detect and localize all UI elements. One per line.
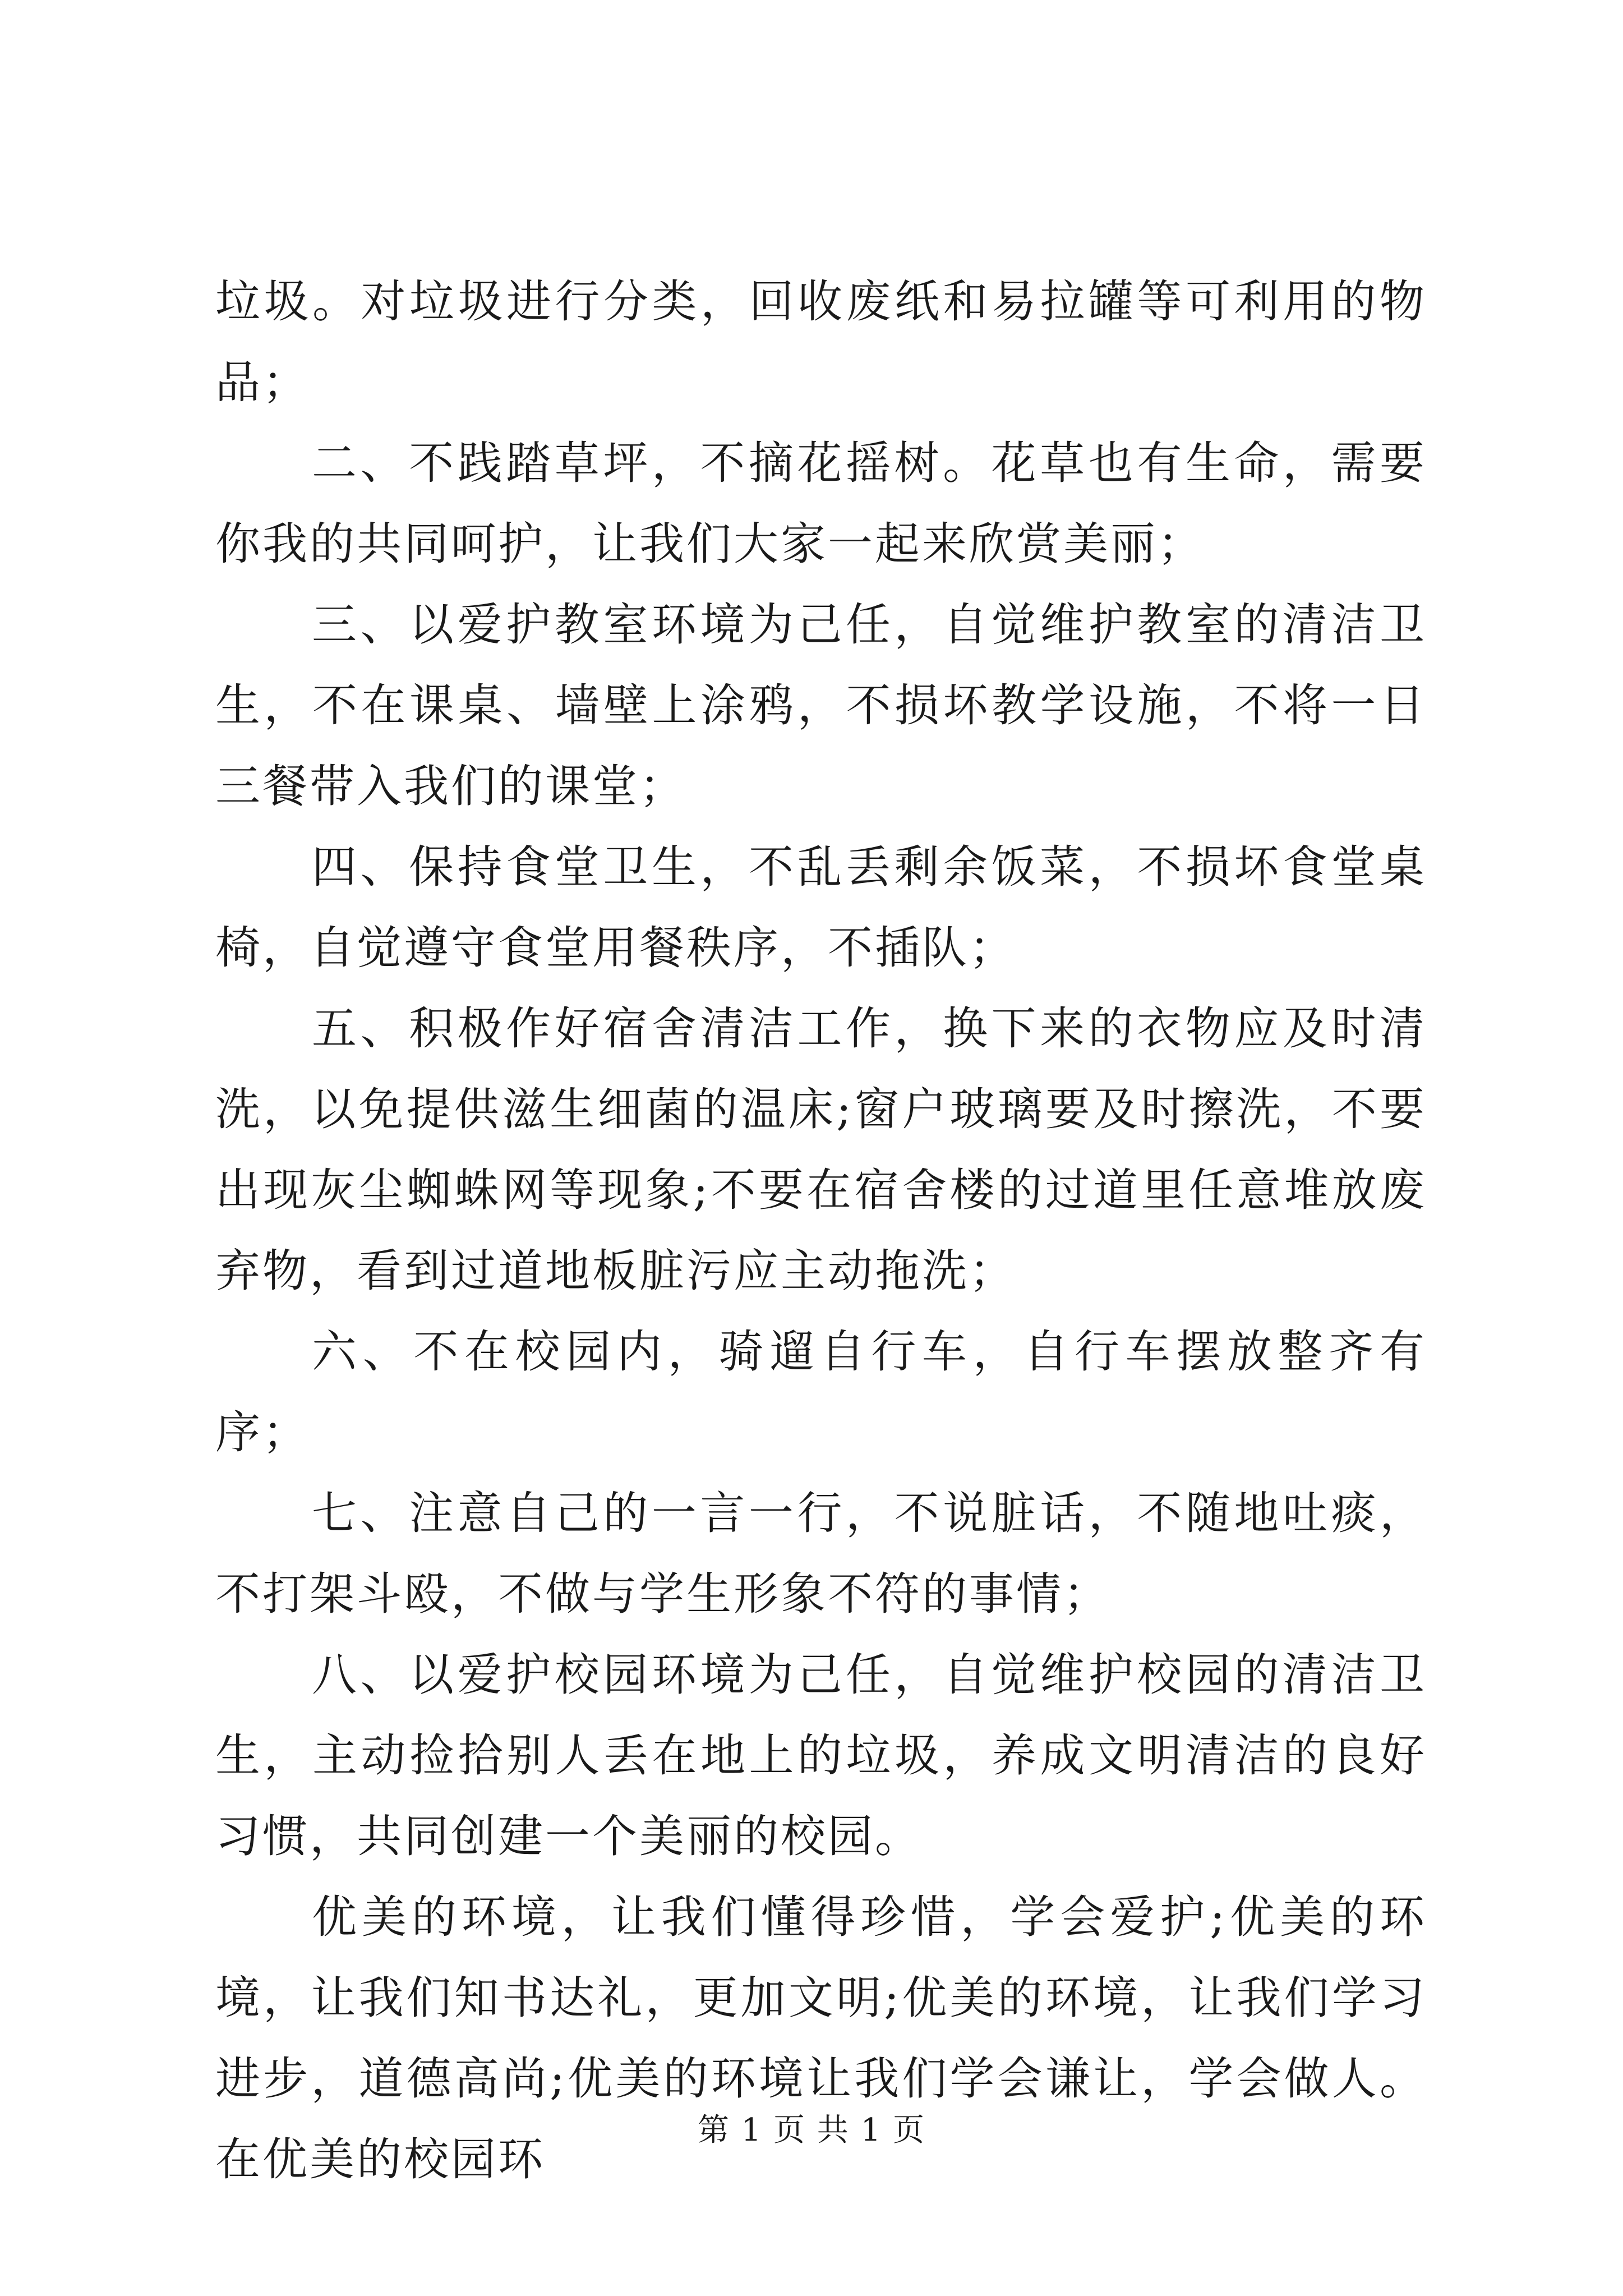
page-footer: 第 1 页 共 1 页: [697, 2112, 926, 2148]
paragraph-6: 六、不在校园内，骑遛自行车，自行车摆放整齐有序；: [215, 1326, 1427, 1458]
paragraph-7: 七、注意自己的一言一行，不说脏话，不随地吐痰，不打架斗殴，不做与学生形象不符的事情；: [215, 1487, 1427, 1620]
paragraph-3: 三、以爱护教室环境为己任，自觉维护教室的清洁卫生，不在课桌、墙壁上涂鸦，不损坏教学设施，不将一日三餐带入我们的课堂；: [215, 599, 1427, 812]
paragraph-2: 二、不践踏草坪，不摘花摇树。花草也有生命，需要你我的共同呵护，让我们大家一起来欣赏美丽；: [215, 437, 1427, 570]
paragraph-1: 垃圾。对垃圾进行分类，回收废纸和易拉罐等可利用的物品；: [215, 275, 1427, 408]
paragraph-4: 四、保持食堂卫生，不乱丢剩余饭菜，不损坏食堂桌椅，自觉遵守食堂用餐秩序，不插队；: [215, 841, 1427, 974]
paragraph-8: 八、以爱护校园环境为己任，自觉维护校园的清洁卫生，主动捡拾别人丢在地上的垃圾，养成文明清洁的良好习惯，共同创建一个美丽的校园。: [215, 1649, 1427, 1862]
paragraph-9: 优美的环境，让我们懂得珍惜，学会爱护;优美的环境，让我们知书达礼，更加文明;优美的环境，让我们学习进步，道德高尚;优美的环境让我们学会谦让，学会做人。在优美的校园环: [215, 1891, 1427, 2185]
document-body: [215, 261, 1427, 2200]
paragraph-5: 五、积极作好宿舍清洁工作，换下来的衣物应及时清洗，以免提供滋生细菌的温床;窗户玻璃要及时擦洗，不要出现灰尘蜘蛛网等现象;不要在宿舍楼的过道里任意堆放废弃物，看到过道地板脏污应主动拖洗；: [215, 1002, 1427, 1297]
